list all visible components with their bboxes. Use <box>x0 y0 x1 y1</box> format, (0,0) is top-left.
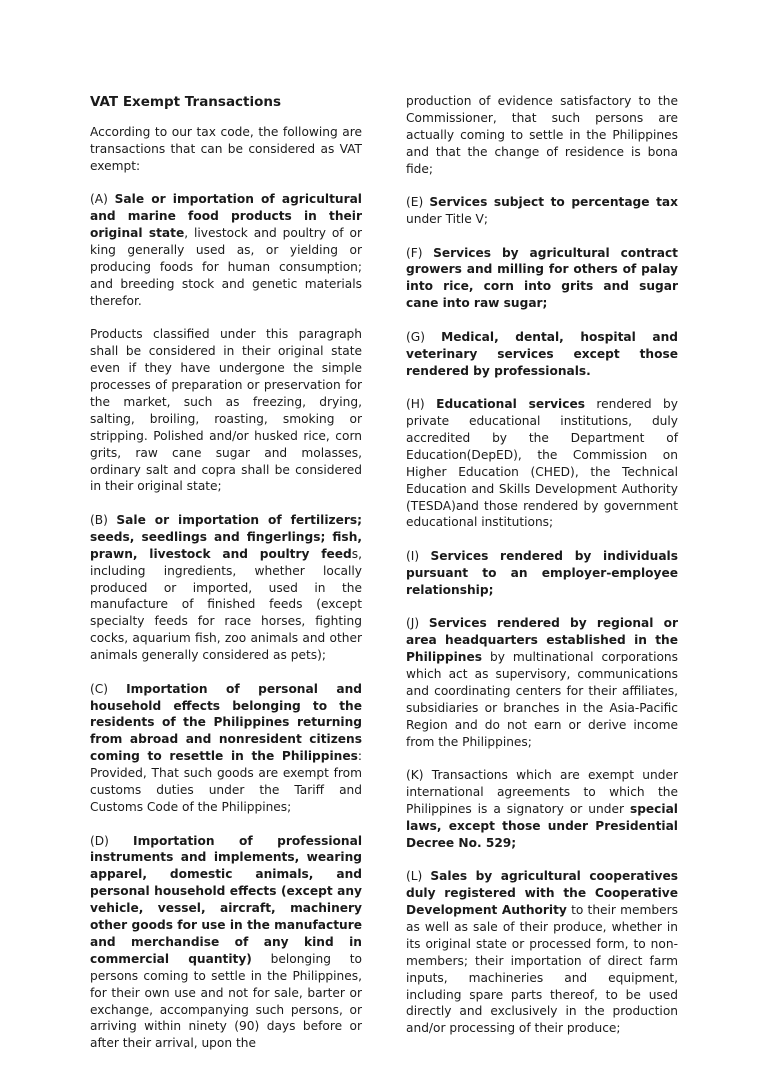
text-run: (F) <box>406 245 434 260</box>
text-run: under Title V; <box>406 212 489 227</box>
bold-text: Importation of professional instruments and implements, wearing apparel, domestic animals, and personal household effects (except any vehicle, vessel, aircraft, machinery other goods for use in the manufacture and merchandise of any kind in commercial quantity) <box>90 833 362 966</box>
text-run: (J) <box>406 616 429 631</box>
paragraph <box>406 767 678 852</box>
text-run: production of evidence satisfactory to the Commissioner, that such persons are actually coming to settle in the Philippines and that the change of residence is bona fide; <box>406 94 678 176</box>
paragraph <box>406 93 678 178</box>
text-run: Products classified under this paragraph shall be considered in their original state even if they have undergone the simple processes of preparation or preservation for the market, such as freezing, drying, salting, broiling, roasting, smoking or stripping. Polished and/or husked rice, corn grits, raw cane sugar and molasses, ordinary salt and copra shall be considered in their original state; <box>90 327 362 494</box>
paragraph <box>90 191 362 309</box>
paragraph <box>406 245 678 313</box>
bold-text: Medical, dental, hospital and veterinary services except those rendered by professionals. <box>406 329 678 378</box>
paragraph <box>90 681 362 816</box>
text-run: rendered by private educational institutions, duly accredited by the Department of Education(DepED), the Commission on Higher Education (CHED), the Technical Education and Skills Development Authority (TESDA)and those rendered by government educational institutions; <box>406 397 678 530</box>
left-column <box>90 0 362 1069</box>
text-run: (B) <box>90 512 117 527</box>
text-run: , livestock and poultry of or king generally used as, or yielding or producing foods for human consumption; and breeding stock and genetic materials therefor. <box>90 226 362 308</box>
bold-text: Importation of personal and household effects belonging to the residents of the Philippines returning from abroad and nonresident citizens coming to resettle in the Philippines <box>90 681 362 764</box>
paragraph <box>90 833 362 1053</box>
paragraph <box>406 396 678 531</box>
text-run: (C) <box>90 681 127 696</box>
text-run: s, including ingredients, whether locally produced or imported, used in the manufacture of finished feeds (except specialty feeds for race horses, fighting cocks, aquarium fish, zoo animals and other animals generally considered as pets); <box>90 546 362 663</box>
text-run: by multinational corporations which act as supervisory, communications and coordinating centers for their affiliates, subsidiaries or branches in the Asia-Pacific Region and do not earn or derive income from the Philippines; <box>406 650 678 749</box>
text-run: (G) <box>406 329 442 344</box>
text-run: (H) <box>406 397 437 412</box>
text-run: belonging to persons coming to settle in the Philippines, for their own use and not for sale, barter or exchange, accompanying such persons, or arriving within ninety (90) days before or after their arrival, upon the <box>90 951 362 1051</box>
text-run: (L) <box>406 869 431 884</box>
text-run: (D) <box>90 833 134 848</box>
text-run: (K) Transactions which are exempt under international agreements to which the Philippines is a signatory or under <box>406 768 678 816</box>
text-run: (E) <box>406 195 430 210</box>
bold-text: Sale or importation of fertilizers; seeds, seedlings and fingerlings; fish, prawn, livestock and poultry feed <box>90 512 363 561</box>
paragraph <box>406 329 678 380</box>
bold-text: Services rendered by individuals pursuant to an employer-employee relationship; <box>406 548 678 597</box>
text-run: (A) <box>90 192 115 207</box>
paragraph <box>90 124 362 175</box>
bold-text: Sales by agricultural cooperatives duly registered with the Cooperative Development Authority <box>406 869 678 917</box>
paragraph <box>406 194 678 228</box>
text-run: to their members as well as sale of their produce, whether in its original state or processed form, to non-members; their importation of direct farm inputs, machineries and equipment, including spare parts thereof, to be used directly and exclusively in the production and/or processing of their produce; <box>406 903 678 1036</box>
right-column <box>406 0 678 1054</box>
paragraph <box>90 326 362 495</box>
text-run: (I) <box>406 548 431 563</box>
paragraph <box>406 868 678 1037</box>
bold-text: Services rendered by regional or area headquarters established in the Philippines <box>406 616 678 665</box>
bold-text: special laws, except those under Presidential Decree No. 529; <box>406 801 678 850</box>
bold-text: Services subject to percentage tax <box>429 195 679 210</box>
document-title: VAT Exempt Transactions <box>90 94 282 110</box>
paragraph <box>406 548 678 599</box>
bold-text: Educational services <box>436 397 585 412</box>
paragraph <box>90 512 362 664</box>
paragraph <box>406 615 678 750</box>
text-run: : Provided, That such goods are exempt from customs duties under the Tariff and Customs Code of the Philippines; <box>90 749 362 814</box>
bold-text: Services by agricultural contract growers and milling for others of palay into rice, corn into grits and sugar cane into raw sugar; <box>406 245 678 311</box>
text-run: According to our tax code, the following are transactions that can be considered as VAT exempt: <box>90 125 362 173</box>
bold-text: Sale or importation of agricultural and marine food products in their original state <box>90 192 362 241</box>
